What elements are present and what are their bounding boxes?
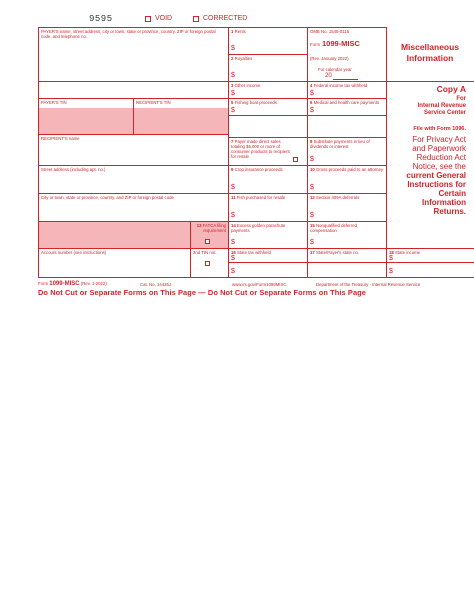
fatca-checkbox[interactable] — [205, 239, 210, 244]
box18-label: 18 State income — [389, 250, 421, 255]
box2-label: 2 Royalties — [231, 56, 253, 61]
footer-form-prefix: Form — [38, 281, 49, 286]
calendar-year: 20 — [325, 73, 332, 79]
form-title-line1: Miscellaneous — [400, 42, 460, 52]
box11-label: 11 Fish purchased for resale — [231, 195, 286, 200]
privacy-line3: Reduction Act — [416, 153, 466, 162]
footer-form-name: 1099-MISC — [49, 281, 80, 287]
box7-label: 7 Payer made direct sales totaling $5,000 or more of consumer products to recipient for resale — [231, 139, 290, 159]
box12-dollar: $ — [310, 212, 314, 219]
second-tin-label: 2nd TIN not. — [193, 250, 217, 255]
void-label: VOID — [155, 15, 173, 22]
box13-label: 13 FATCA filing requirement — [196, 223, 226, 233]
file-with-label: File with Form 1096. — [413, 126, 466, 132]
void-checkbox[interactable] — [145, 16, 151, 22]
line-col-a — [228, 27, 229, 277]
footer-url: www.irs.gov/Form1099MISC — [232, 282, 287, 287]
box6-dollar: $ — [310, 107, 314, 114]
box9-dollar: $ — [231, 184, 235, 191]
payer-tin-label: PAYER'S TIN — [41, 100, 67, 105]
recipient-tin-label: RECIPIENT'S TIN — [136, 100, 171, 105]
form-revision: (Rev. January 2022) — [310, 56, 349, 61]
box16-dollar-2: $ — [231, 268, 235, 275]
box18-dollar-2: $ — [389, 268, 393, 275]
box12-label: 12 Section 409A deferrals — [310, 195, 360, 200]
line-tin-divider — [133, 98, 134, 134]
line-row-16-half — [228, 262, 474, 263]
line-tin-bottom — [38, 134, 228, 135]
copy-a-panel — [384, 84, 466, 216]
omb-number: OMB No. 1545-0115 — [310, 29, 350, 34]
copy-for: For — [456, 96, 466, 102]
box5-label: 5 Fishing boat proceeds — [231, 100, 277, 105]
privacy-line8: Information — [422, 198, 466, 207]
line-street-city — [38, 193, 386, 194]
box9-label: 9 Crop insurance proceeds — [231, 167, 283, 172]
privacy-line1: For Privacy Act — [412, 135, 466, 144]
footer-rev: (Rev. 1-2022) — [80, 281, 107, 286]
line-fatca-divider — [190, 221, 191, 277]
footer-warning: Do Not Cut or Separate Forms on This Page — Do Not Cut or Separate Forms on This Page — [38, 288, 366, 297]
box16-label: 16 State tax withheld — [231, 250, 271, 255]
year-underline — [333, 79, 358, 80]
footer-form — [38, 281, 107, 287]
box16-dollar-1: $ — [231, 255, 235, 262]
payer-name-label: PAYER'S name, street address, city or town, state or province, country, ZIP or foreign postal code, and telephone no. — [41, 29, 216, 39]
box1-dollar: $ — [231, 45, 235, 52]
irs-line1: Internal Revenue — [417, 103, 466, 109]
line-box1-2 — [228, 54, 308, 55]
second-tin-checkbox[interactable] — [205, 261, 210, 266]
box14-dollar: $ — [231, 239, 235, 246]
line-payer-bottom — [38, 81, 386, 82]
form-title — [386, 42, 474, 63]
box17-label: 17 State/Payer's state no. — [310, 250, 360, 255]
footer-dept: Department of the Treasury - Internal Revenue Service — [316, 282, 421, 287]
recipient-tin-field[interactable] — [134, 108, 228, 134]
payer-tin-field[interactable] — [39, 108, 133, 134]
street-address-label: Street address (including apt. no.) — [41, 167, 106, 172]
form-name: 1099-MISC — [322, 39, 360, 48]
calendar-year-label: For calendar year — [318, 67, 352, 72]
box6-label: 6 Medical and health care payments — [310, 100, 380, 105]
line-copy-a-top — [386, 81, 474, 82]
box7-checkbox[interactable] — [293, 157, 298, 162]
line-row-13-16 — [38, 248, 474, 249]
line-col-b — [307, 27, 308, 277]
privacy-line5: current General — [406, 171, 466, 180]
copy-label: Copy A — [436, 84, 466, 94]
box8-dollar: $ — [310, 156, 314, 163]
box11-dollar: $ — [231, 212, 235, 219]
corrected-label: CORRECTED — [203, 15, 248, 22]
box8-label: 8 Substitute payments in lieu of dividends or interest — [310, 139, 370, 149]
line-name-street — [38, 165, 386, 166]
irs-line2: Service Center — [423, 110, 466, 116]
form-prefix: Form — [310, 42, 321, 47]
form-top-border — [38, 27, 386, 28]
form-left-border — [38, 27, 39, 277]
box3-label: 3 Other income — [231, 83, 261, 88]
line-box17-18 — [386, 248, 387, 277]
form-code: 9595 — [89, 14, 113, 24]
corrected-checkbox[interactable] — [193, 16, 199, 22]
privacy-line4: Notice, see the — [412, 162, 466, 171]
box15-dollar: $ — [310, 239, 314, 246]
form-bottom-border — [38, 277, 474, 278]
box5-dollar: $ — [231, 107, 235, 114]
privacy-line6: Instructions for — [407, 180, 466, 189]
box4-label: 4 Federal income tax withheld — [310, 83, 368, 88]
box4-dollar: $ — [310, 90, 314, 97]
privacy-line2: and Paperwork — [412, 144, 466, 153]
footer-cat-no: Cat. No. 14425J — [140, 282, 172, 287]
line-row-11-13 — [38, 221, 386, 222]
box3-dollar: $ — [231, 90, 235, 97]
box10-label: 10 Gross proceeds paid to an attorney — [310, 167, 384, 172]
box14-label: 14 Excess golden parachute payments — [231, 223, 286, 233]
account-number-label: Account number (see instructions) — [41, 250, 107, 255]
form-title-line2: Information — [406, 52, 454, 63]
box15-label: 15 Nonqualified deferred compensation — [310, 223, 358, 233]
recipient-name-label: RECIPIENT'S name — [41, 136, 80, 141]
city-label: City or town, state or province, country, and ZIP or foreign postal code — [41, 195, 174, 200]
box2-dollar: $ — [231, 72, 235, 79]
privacy-line9: Returns. — [433, 207, 466, 216]
box10-dollar: $ — [310, 184, 314, 191]
box18-dollar-1: $ — [389, 255, 393, 262]
box1-label: 1 Rents — [231, 29, 246, 34]
privacy-line7: Certain — [438, 189, 466, 198]
